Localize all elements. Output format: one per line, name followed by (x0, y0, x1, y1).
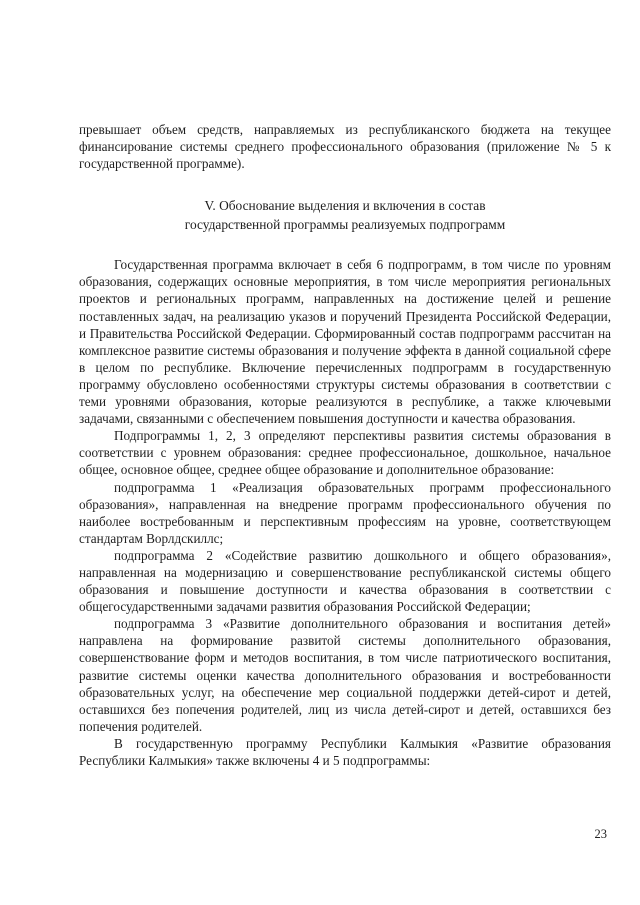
section-heading-line-1: V. Обоснование выделения и включения в состав (204, 198, 486, 214)
section-heading-line-2: государственной программы реализуемых подпрограмм (184, 217, 506, 233)
document-body (79, 121, 611, 769)
paragraph-subprogram-3: подпрограмма 3 «Развитие дополнительного образования и воспитания детей» направлена на формирование развитой системы дополнительного образования, совершенствование форм и методов воспитания, в том числе патриотического воспитания, развитие системы оценки качества дополнительного образования и востребованности образовательных услуг, на обеспечение мер социальной поддержки детей-сирот и детей, оставшихся без попечения родителей, лиц из числа детей-сирот и детей, оставшихся без попечения родителей. (79, 616, 611, 734)
paragraph-subprogram-1: подпрограмма 1 «Реализация образовательных программ профессионального образования», направленная на внедрение программ профессионального обучения по наиболее востребованным и перспективным профессиям на уровне, соответствующем стандартам Ворлдскиллс; (79, 479, 611, 546)
paragraph-subprograms-4-5: В государственную программу Республики Калмыкия «Развитие образования Республики Калмыкия» также включены 4 и 5 подпрограммы: (79, 735, 611, 768)
page-number: 23 (594, 827, 607, 841)
section-heading (79, 196, 611, 234)
paragraph-subprograms-overview: Государственная программа включает в себя 6 подпрограмм, в том числе по уровням образования, содержащих основные мероприятия, в том числе мероприятия региональных проектов и региональных программ, направленных на достижение целей и решение поставленных задач, на реализацию указов и поручений Президента Российской Федерации, и Правительства Российской Федерации. Сформированный состав подпрограмм рассчитан на комплексное развитие системы образования и получение эффекта в данной социальной сфере в целом по республике. Включение перечисленных подпрограмм в государственную программу обусловлено особенностями структуры системы образования в соответствии с теми уровнями образования, которые реализуются в республике, а также ключевыми задачами, связанными с обеспечением повышения доступности и качества образования. (79, 257, 611, 427)
paragraph-subprogram-2: подпрограмма 2 «Содействие развитию дошкольного и общего образования», направленная на модернизацию и совершенствование республиканской системы общего образования и повышение доступности и качества образования в соответствии с общегосударственными задачами развития образования Российской Федерации; (79, 547, 611, 615)
lead-paragraph: превышает объем средств, направляемых из республиканского бюджета на текущее финансирование системы среднего профессионального образования (приложение № 5 к государственной программе). (79, 122, 611, 172)
paragraph-subprograms-1-2-3: Подпрограммы 1, 2, 3 определяют перспективы развития системы образования в соответствии с уровнем образования: среднее профессиональное, дошкольное, начальное общее, основное общее, среднее общее образование и дополнительное образование: (79, 428, 611, 478)
